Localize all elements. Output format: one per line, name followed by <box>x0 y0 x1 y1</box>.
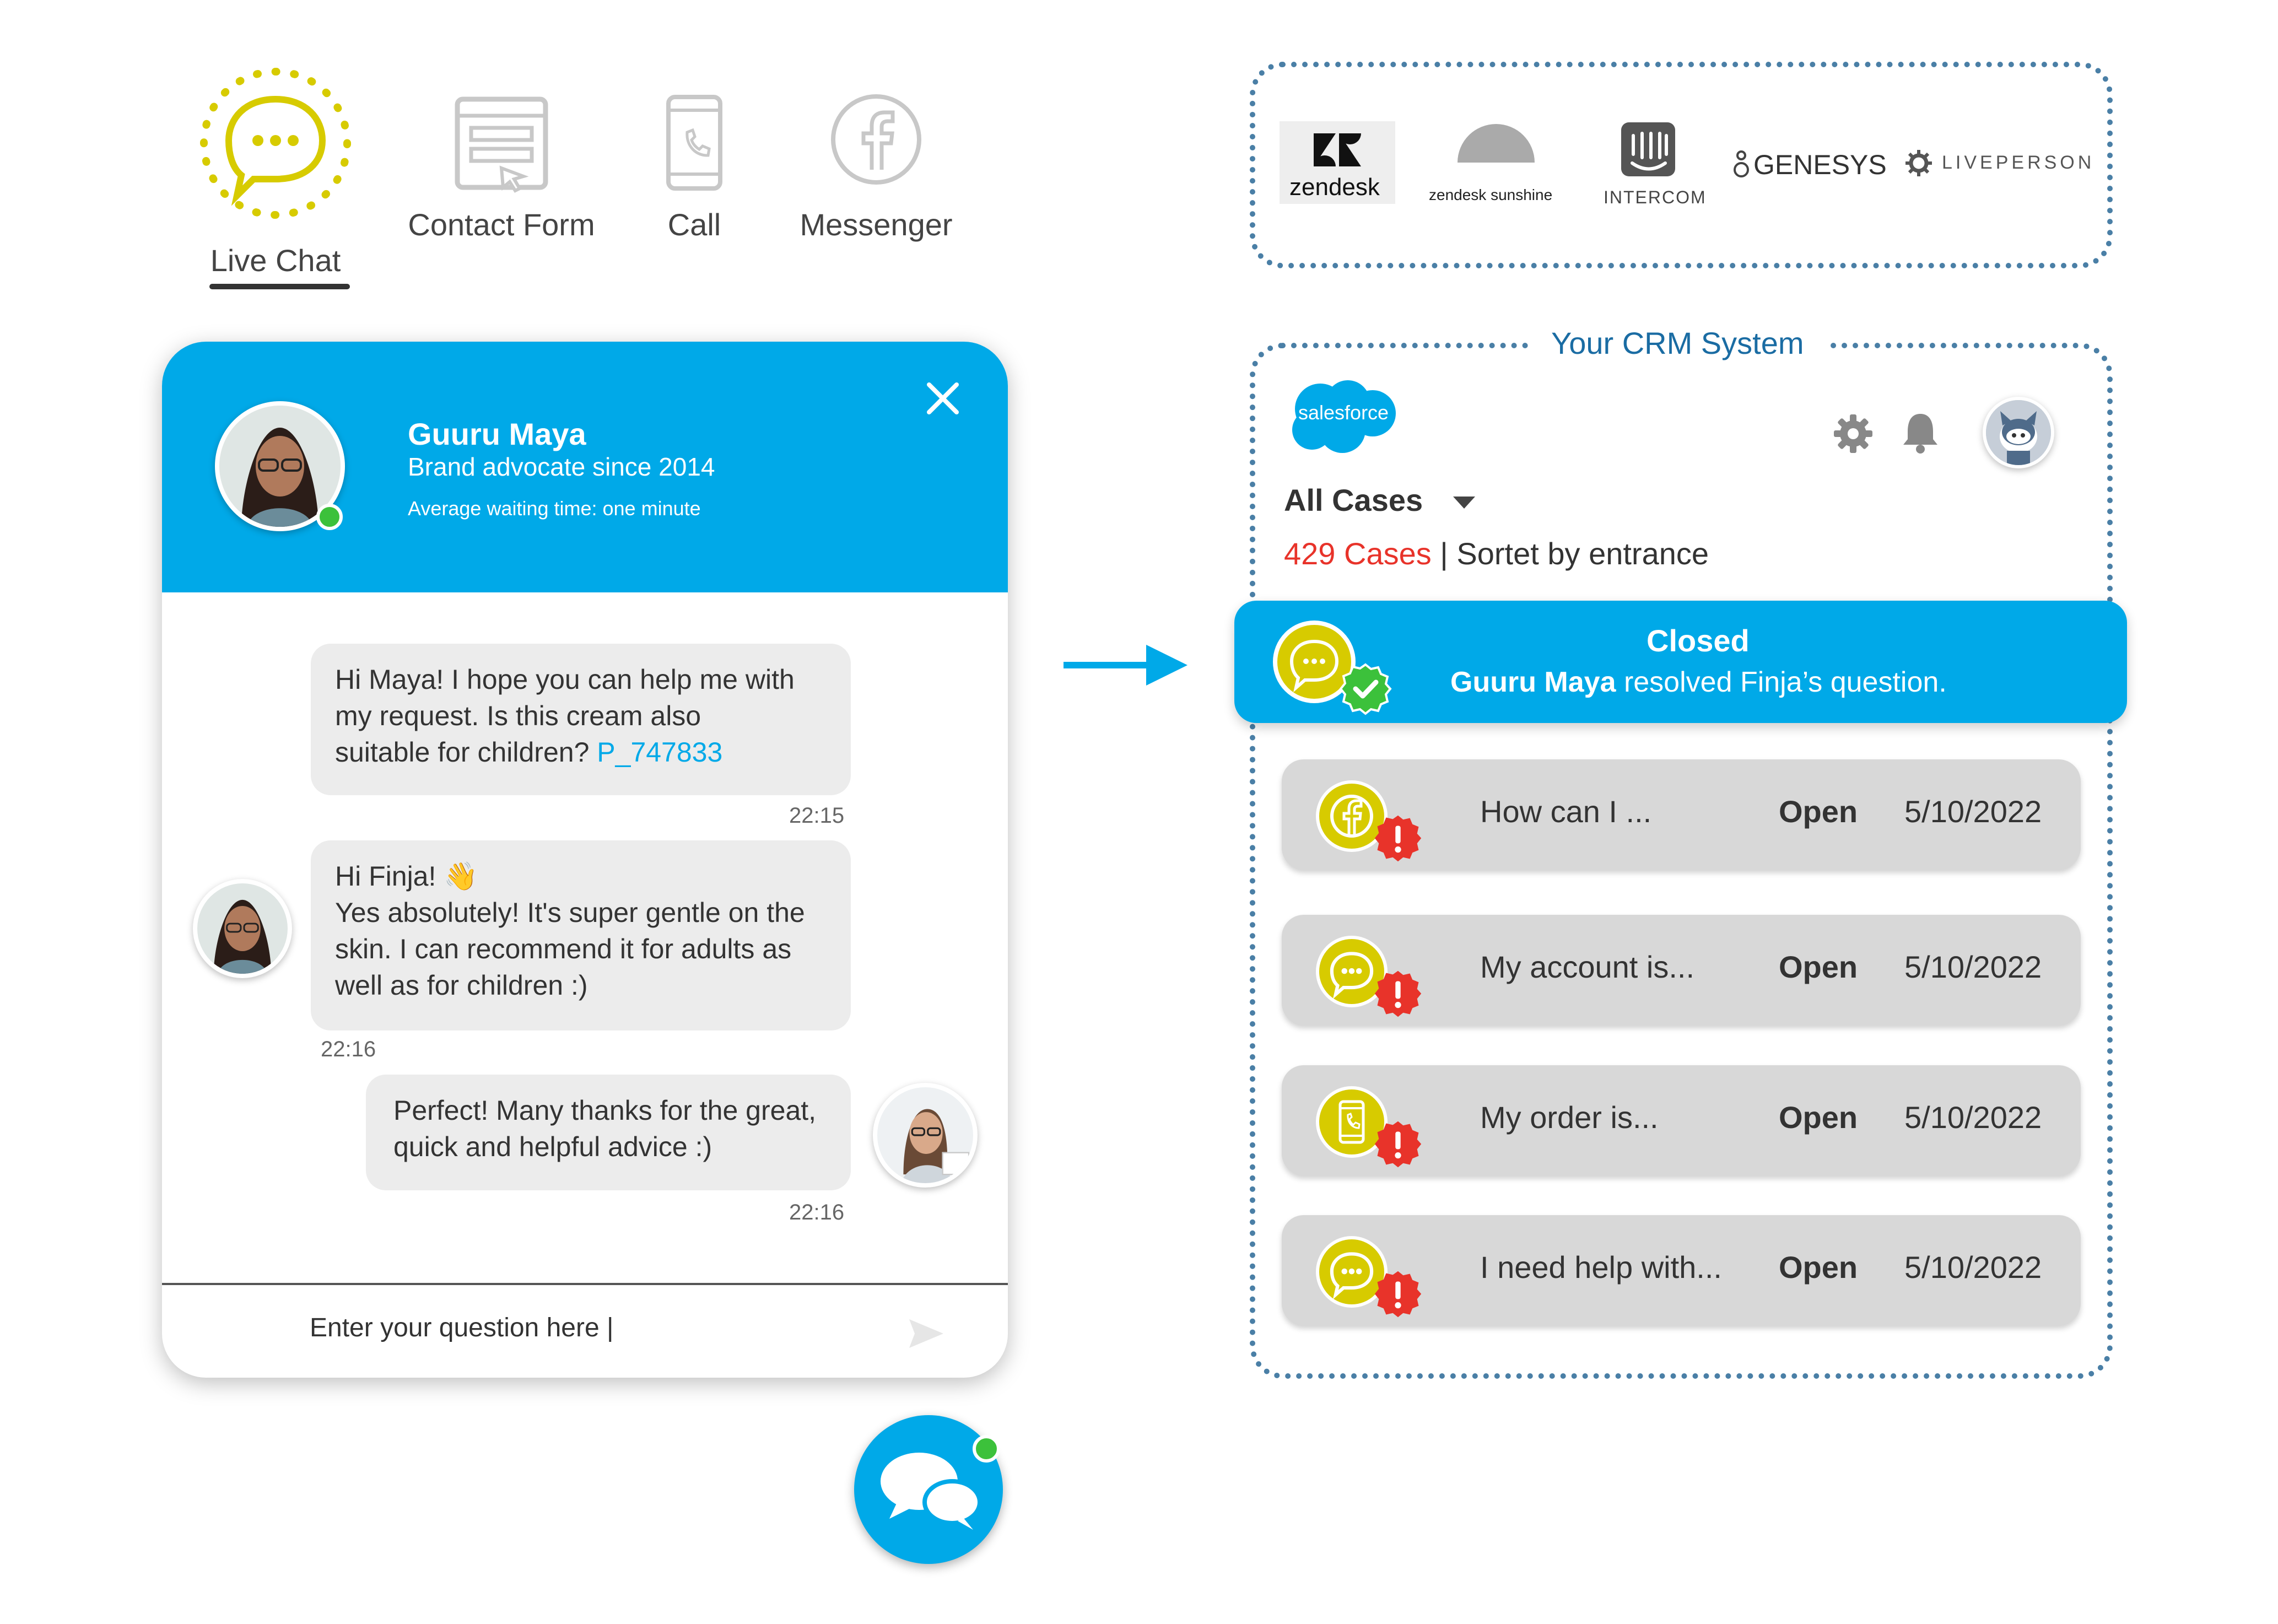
salesforce-label: salesforce <box>1298 401 1389 424</box>
tab-contact-form[interactable] <box>391 88 612 253</box>
case-row[interactable] <box>1282 915 2081 1025</box>
case-subject: How can I ... <box>1480 794 1652 829</box>
alert-badge-icon <box>1373 969 1423 1018</box>
user-avatar <box>873 1083 978 1188</box>
tab-live-chat-label: Live Chat <box>210 243 341 278</box>
tab-messenger[interactable] <box>788 88 964 253</box>
agent-subtitle: Brand advocate since 2014 <box>408 452 715 481</box>
case-subject: I need help with... <box>1480 1250 1722 1285</box>
message-line: quick and helpful advice :) <box>393 1131 712 1162</box>
case-status: Open <box>1779 949 1858 984</box>
case-count: 429 Cases <box>1284 536 1432 571</box>
message-line: suitable for children? <box>335 737 597 768</box>
zendesk-label: zendesk <box>1289 174 1380 201</box>
zendesk-sunshine-logo <box>1424 121 1568 204</box>
case-date: 5/10/2022 <box>1904 1250 2042 1285</box>
case-date: 5/10/2022 <box>1904 1100 2042 1135</box>
agent-message <box>311 840 851 1030</box>
agent-avatar-small <box>193 879 292 978</box>
case-row[interactable] <box>1282 759 2081 870</box>
genesys-logo <box>1730 143 1887 187</box>
closed-agent: Guuru Maya <box>1450 666 1616 698</box>
close-icon[interactable] <box>924 379 962 418</box>
active-tab-underline <box>209 284 350 289</box>
check-badge-icon <box>1339 662 1392 715</box>
closed-text: resolved Finja’s question. <box>1616 666 1947 698</box>
chat-widget <box>162 342 1008 1378</box>
chat-bubble-icon <box>198 66 353 226</box>
crm-title: Your CRM System <box>1529 325 1826 361</box>
case-summary <box>1284 536 1709 571</box>
closed-case-card[interactable] <box>1234 601 2127 723</box>
case-row[interactable] <box>1282 1065 2081 1175</box>
message-line: Hi Maya! I hope you can help me with <box>335 664 795 695</box>
case-row[interactable] <box>1282 1215 2081 1325</box>
question-input[interactable]: Enter your question here | <box>310 1313 614 1342</box>
case-status: Open <box>1779 1250 1858 1285</box>
liveperson-label: LIVEPERSON <box>1942 152 2095 173</box>
message-line: Perfect! Many thanks for the great, <box>393 1095 817 1126</box>
alert-badge-icon <box>1373 1119 1423 1169</box>
waiting-time: Average waiting time: one minute <box>408 497 701 520</box>
intercom-label: INTERCOM <box>1604 187 1707 207</box>
case-subject: My account is... <box>1480 949 1695 984</box>
message-line: well as for children :) <box>335 970 588 1001</box>
closed-status: Closed <box>1647 623 1750 658</box>
crm-user-avatar[interactable] <box>1983 397 2054 468</box>
arrow-right-icon <box>1064 640 1190 690</box>
alert-badge-icon <box>1373 813 1423 863</box>
liveperson-logo <box>1904 144 2095 183</box>
online-status-dot <box>316 504 343 530</box>
tab-messenger-label: Messenger <box>800 207 953 242</box>
chat-bubbles-icon <box>875 1447 985 1535</box>
chat-launcher-button[interactable] <box>854 1415 1003 1564</box>
user-message <box>366 1075 851 1190</box>
zendesk-logo <box>1280 121 1395 204</box>
tab-call[interactable] <box>634 88 755 253</box>
agent-name: Guuru Maya <box>408 417 586 451</box>
view-label: All Cases <box>1284 483 1423 517</box>
tab-call-label: Call <box>667 207 721 242</box>
tab-contact-form-label: Contact Form <box>408 207 595 242</box>
case-status: Open <box>1779 1100 1858 1135</box>
phone-icon <box>664 94 725 193</box>
case-date: 5/10/2022 <box>1904 949 2042 984</box>
chat-composer <box>162 1283 1008 1378</box>
message-time: 22:15 <box>789 803 845 828</box>
product-link[interactable]: P_747833 <box>597 737 723 768</box>
chevron-down-icon <box>1452 494 1476 511</box>
intercom-logo <box>1593 116 1707 209</box>
zendesk-sunshine-label: zendesk sunshine <box>1429 186 1553 203</box>
alert-badge-icon <box>1373 1269 1423 1319</box>
case-date: 5/10/2022 <box>1904 794 2042 829</box>
message-line: skin. I can recommend it for adults as <box>335 934 792 964</box>
message-line: Yes absolutely! It's super gentle on the <box>335 897 805 928</box>
case-subject: My order is... <box>1480 1100 1659 1135</box>
message-line: my request. Is this cream also <box>335 700 701 731</box>
user-message <box>311 644 851 795</box>
send-icon[interactable] <box>907 1317 946 1350</box>
sort-label: | Sortet by entrance <box>1431 536 1709 571</box>
facebook-icon <box>829 93 923 186</box>
online-status-dot <box>973 1435 1000 1463</box>
chat-header <box>162 342 1008 592</box>
salesforce-logo <box>1282 375 1403 457</box>
message-time: 22:16 <box>321 1037 376 1061</box>
closed-description <box>1450 666 1947 699</box>
message-time: 22:16 <box>789 1200 845 1224</box>
case-status: Open <box>1779 794 1858 829</box>
contact-form-icon <box>449 94 554 198</box>
genesys-label: GENESYS <box>1753 149 1887 180</box>
notification-bell-icon[interactable] <box>1900 411 1941 455</box>
message-line: Hi Finja! 👋 <box>335 861 478 892</box>
view-selector[interactable] <box>1284 482 1493 526</box>
tab-live-chat[interactable] <box>187 61 364 292</box>
settings-icon[interactable] <box>1833 413 1874 454</box>
